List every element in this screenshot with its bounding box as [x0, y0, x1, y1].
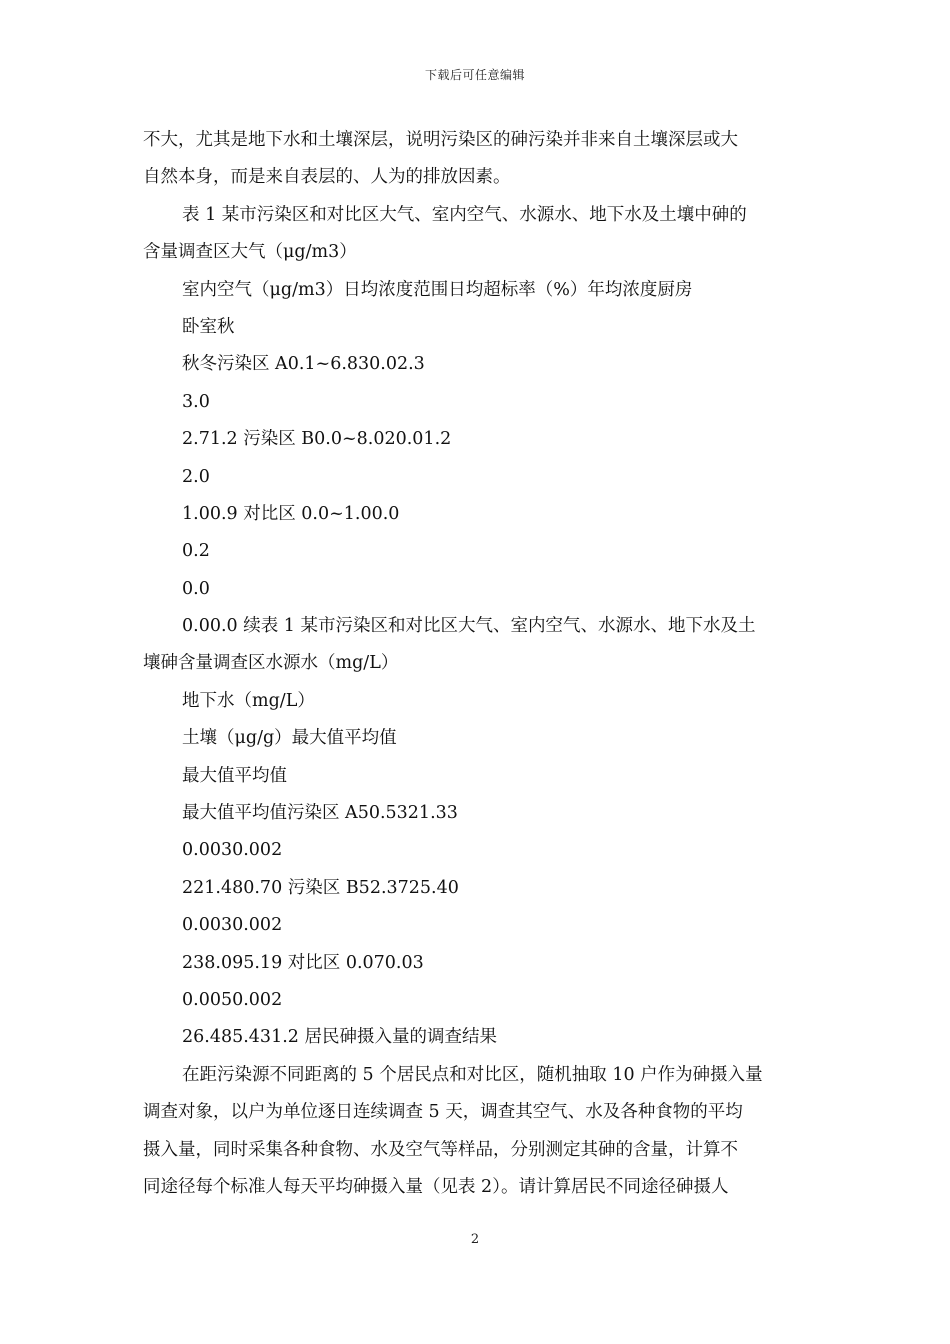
text-line: 0.0030.002 — [182, 915, 283, 936]
text-line: 室内空气（μg/m3）日均浓度范围日均超标率（%）年均浓度厨房 — [182, 279, 693, 300]
text-line: 壤砷含量调查区水源水（mg/L） — [143, 653, 399, 674]
document-body — [143, 125, 809, 1209]
text-line: 自然本身，而是来自表层的、人为的排放因素。 — [143, 167, 511, 188]
text-line: 同途径每个标准人每天平均砷摄入量（见表 2）。请计算居民不同途径砷摄人 — [143, 1176, 729, 1197]
text-line: 地下水（mg/L） — [182, 690, 315, 711]
text-line: 最大值平均值污染区 A50.5321.33 — [182, 803, 458, 824]
page-header: 下载后可任意编辑 — [424, 68, 525, 82]
text-line: 0.0030.002 — [182, 840, 283, 861]
text-line: 0.0 — [182, 578, 210, 599]
text-line: 221.480.70 污染区 B52.3725.40 — [182, 877, 459, 898]
text-line: 含量调查区大气（μg/m3） — [143, 242, 357, 263]
page-number: 2 — [470, 1232, 480, 1247]
text-line: 调查对象，以户为单位逐日连续调查 5 天，调查其空气、水及各种食物的平均 — [143, 1102, 743, 1123]
text-line: 卧室秋 — [182, 316, 235, 337]
text-line: 1.00.9 对比区 0.0~1.00.0 — [182, 503, 400, 524]
text-line: 26.485.431.2 居民砷摄入量的调查结果 — [182, 1027, 497, 1048]
text-line: 0.0050.002 — [182, 989, 283, 1010]
text-line: 2.71.2 污染区 B0.0~8.020.01.2 — [182, 429, 452, 450]
text-line: 在距污染源不同距离的 5 个居民点和对比区，随机抽取 10 户作为砷摄入量 — [182, 1064, 763, 1085]
text-line: 0.2 — [182, 541, 210, 562]
text-line: 不大，尤其是地下水和土壤深层，说明污染区的砷污染并非来自土壤深层或大 — [143, 130, 738, 150]
text-line: 0.00.0 续表 1 某市污染区和对比区大气、室内空气、水源水、地下水及土 — [182, 616, 756, 637]
text-line: 表 1 某市污染区和对比区大气、室内空气、水源水、地下水及土壤中砷的 — [182, 204, 747, 225]
text-line: 摄入量，同时采集各种食物、水及空气等样品，分别测定其砷的含量，计算不 — [143, 1139, 738, 1160]
text-line: 238.095.19 对比区 0.070.03 — [182, 952, 424, 973]
text-line: 秋冬污染区 A0.1~6.830.02.3 — [182, 354, 425, 375]
text-line: 2.0 — [182, 466, 210, 487]
text-line: 3.0 — [182, 391, 210, 412]
text-line: 土壤（μg/g）最大值平均值 — [182, 728, 397, 749]
text-line: 最大值平均值 — [182, 765, 287, 786]
